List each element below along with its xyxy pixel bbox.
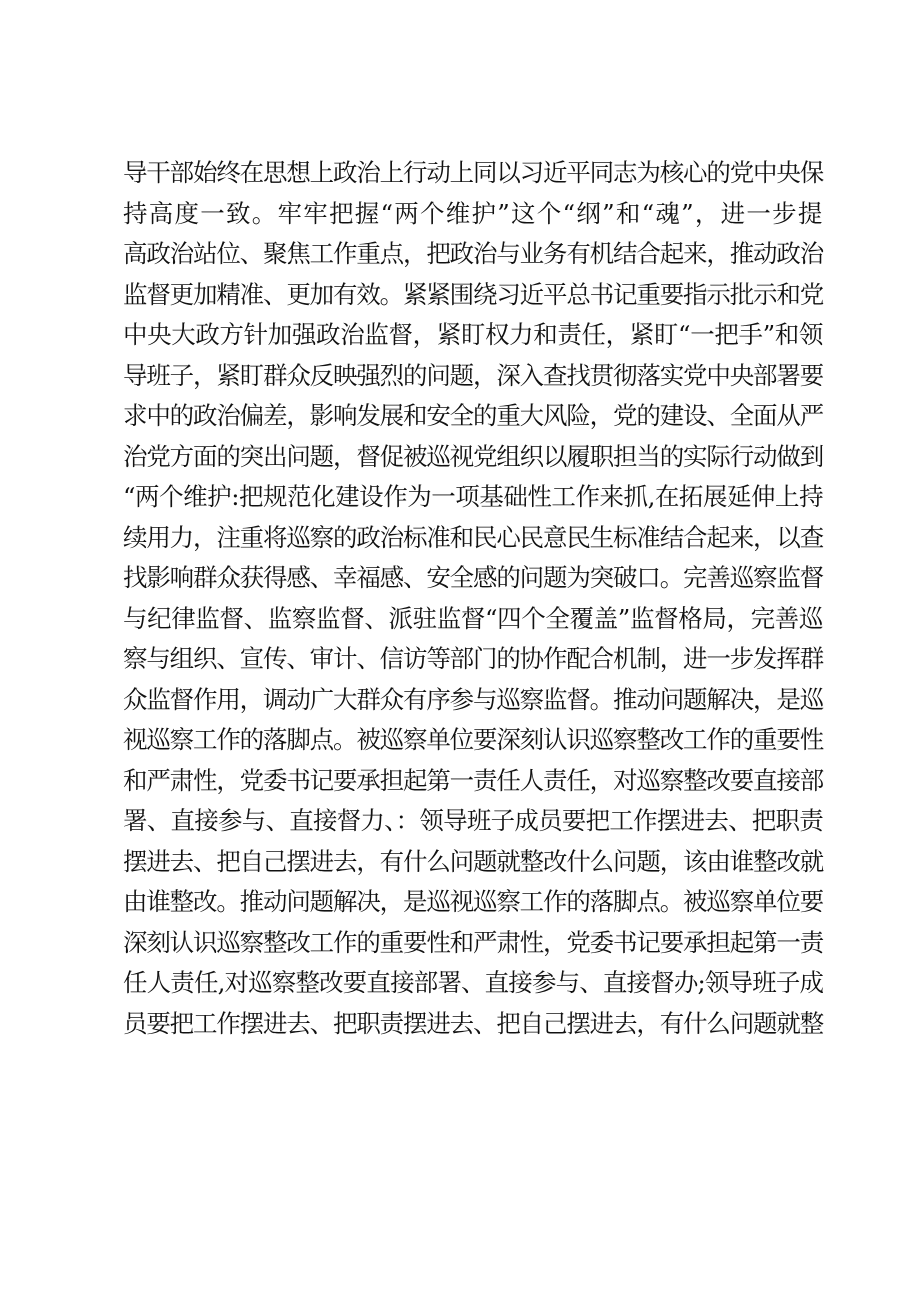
text-line-3: 高政治站位、聚焦工作重点，把政治与业务有机结合起来，推动政治 — [123, 239, 823, 268]
text-line-15: 视巡察工作的落脚点。被巡察单位要深刻认识巡察整改工作的重要性 — [123, 725, 823, 754]
text-line-10: 续用力，注重将巡察的政治标准和民心民意民生标准结合起来，以查 — [123, 522, 823, 552]
text-line-9: “两个维护:把规范化建设作为一项基础性工作来抓,在拓展延伸上持 — [123, 482, 823, 511]
text-line-13: 察与组织、宣传、审计、信访等部门的协作配合机制，进一步发挥群 — [123, 644, 823, 673]
text-line-21: 任人责任,对巡察整改要直接部署、直接参与、直接督办;领导班子成 — [123, 968, 823, 997]
text-line-17: 署、直接参与、直接督力、：领导班子成员要把工作摆进去、把职责 — [123, 806, 823, 835]
text-line-8: 治党方面的突出问题，督促被巡视党组织以履职担当的实际行动做到 — [123, 441, 823, 471]
body-text — [123, 153, 823, 1044]
text-line-6: 导班子，紧盯群众反映强烈的问题，深入查找贯彻落实党中央部署要 — [123, 360, 823, 390]
text-line-5: 中央大政方针加强政治监督，紧盯权力和责任，紧盯“一把手”和领 — [123, 320, 823, 349]
text-line-11: 找影响群众获得感、幸福感、安全感的问题为突破口。完善巡察监督 — [123, 563, 823, 592]
text-line-7: 求中的政治偏差，影响发展和安全的重大风险，党的建设、全面从严 — [123, 401, 823, 430]
text-line-14: 众监督作用，调动广大群众有序参与巡察监督。推动问题解决，是巡 — [123, 684, 823, 714]
text-line-16: 和严肃性，党委书记要承担起第一责任人责任，对巡察整改要直接部 — [123, 765, 823, 795]
text-line-22: 员要把工作摆进去、把职责摆进去、把自己摆进去，有什么问题就整 — [123, 1008, 823, 1038]
text-line-12: 与纪律监督、监察监督、派驻监督“四个全覆盖”监督格局，完善巡 — [123, 603, 823, 633]
text-line-20: 深刻认识巡察整改工作的重要性和严肃性，党委书记要承担起第一责 — [123, 927, 823, 957]
text-line-18: 摆进去、把自己摆进去，有什么问题就整改什么问题，该由谁整改就 — [123, 846, 823, 876]
text-line-19: 由谁整改。推动问题解决，是巡视巡察工作的落脚点。被巡察单位要 — [123, 887, 823, 916]
text-line-4: 监督更加精准、更加有效。紧紧围绕习近平总书记重要指示批示和党 — [123, 279, 823, 309]
text-line-2: 持高度一致。牢牢把握“两个维护”这个“纲”和“魂”，进一步提 — [123, 198, 823, 228]
text-line-1: 导干部始终在思想上政治上行动上同以习近平同志为核心的党中央保 — [123, 158, 823, 187]
